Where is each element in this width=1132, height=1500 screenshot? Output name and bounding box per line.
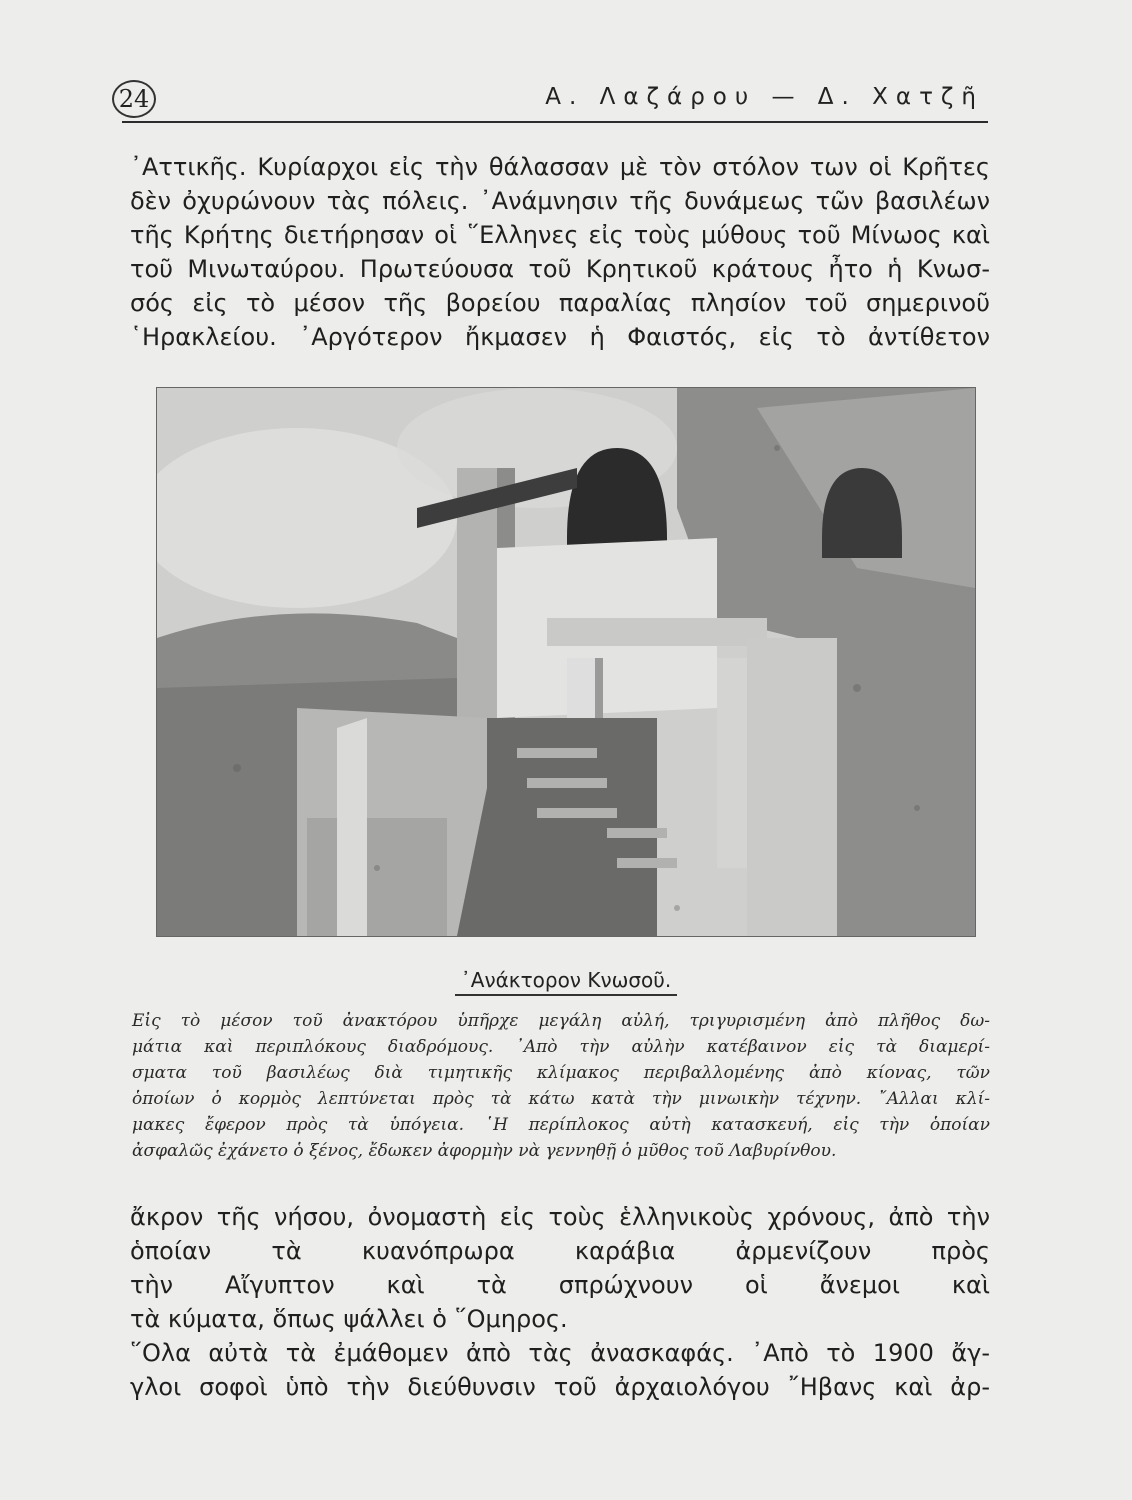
photo-illustration <box>157 388 975 936</box>
figure-caption-text: ᾿Ανάκτορον Κνωσοῦ. <box>455 968 677 996</box>
text-line: ῾Ηρακλείου. ᾿Αργότερον ἤκμασεν ἡ Φαιστός, εἰς τὸ ἀντίθετον <box>130 323 990 351</box>
figure-note <box>132 1008 990 1164</box>
text-line: τὰ κύματα, ὅπως ψάλλει ὁ ῞Ομηρος. <box>130 1305 568 1333</box>
text-line: τῆς Κρήτης διετήρησαν οἱ ῞Ελληνες εἰς τοὺς μύθους τοῦ Μίνωος καὶ <box>130 221 990 249</box>
text-line: τὴν Αἴγυπτον καὶ τὰ σπρώχνουν οἱ ἄνεμοι καὶ <box>130 1271 990 1299</box>
note-line: σματα τοῦ βασιλέως διὰ τιμητικῆς κλίμακος περιβαλλομένης ἀπὸ κίονας, τῶν <box>132 1063 990 1083</box>
text-line: τοῦ Μινωταύρου. Πρωτεύουσα τοῦ Κρητικοῦ κράτους ἦτο ἡ Κνωσ- <box>130 255 990 283</box>
text-line: γλοι σοφοὶ ὑπὸ τὴν διεύθυνσιν τοῦ ἀρχαιολόγου ῎Ηβανς καὶ ἀρ- <box>130 1373 990 1401</box>
text-line: ᾿Αττικῆς. Κυρίαρχοι εἰς τὴν θάλασσαν μὲ τὸν στόλον των οἱ Κρῆτες <box>130 153 990 181</box>
text-line: ῞Ολα αὐτὰ τὰ ἐμάθομεν ἀπὸ τὰς ἀνασκαφάς. ᾿Απὸ τὸ 1900 ἄγ- <box>130 1339 990 1367</box>
running-head: Α. Λαζάρου — Δ. Χατζῆ <box>545 84 984 110</box>
text-line: ἄκρον τῆς νήσου, ὀνομαστὴ εἰς τοὺς ἑλληνικοὺς χρόνους, ἀπὸ τὴν <box>130 1203 990 1231</box>
note-line: μάτια καὶ περιπλόκους διαδρόμους. ᾿Απὸ τὴν αὐλὴν κατέβαινον εἰς τὰ διαμερί- <box>132 1037 990 1057</box>
note-line: μακες ἔφερον πρὸς τὰ ὑπόγεια. ῾Η περίπλοκος αὐτὴ κατασκευή, εἰς τὴν ὁποίαν <box>132 1115 990 1135</box>
text-line: σός εἰς τὸ μέσον τῆς βορείου παραλίας πλησίον τοῦ σημερινοῦ <box>130 289 990 317</box>
body-text-top <box>130 150 990 354</box>
figure-caption <box>0 968 1132 996</box>
note-line: Εἰς τὸ μέσον τοῦ ἀνακτόρου ὑπῆρχε μεγάλη αὐλή, τριγυρισμένη ἀπὸ πλῆθος δω- <box>132 1011 990 1031</box>
text-line: ὁποίαν τὰ κυανόπρωρα καράβια ἀρμενίζουν πρὸς <box>130 1237 990 1265</box>
palace-photograph <box>156 387 976 937</box>
header-rule <box>122 121 988 123</box>
page-number: 24 <box>112 80 156 118</box>
text-line: δὲν ὀχυρώνουν τὰς πόλεις. ᾿Ανάμνησιν τῆς δυνάμεως τῶν βασιλέων <box>130 187 990 215</box>
note-line: ἀσφαλῶς ἐχάνετο ὁ ξένος, ἔδωκεν ἀφορμὴν νὰ γεννηθῇ ὁ μῦθος τοῦ Λαβυρίνθου. <box>132 1141 837 1161</box>
body-text-bottom <box>130 1200 990 1404</box>
note-line: ὁποίων ὁ κορμὸς λεπτύνεται πρὸς τὰ κάτω κατὰ τὴν μινωικὴν τέχνην. ῎Αλλαι κλί- <box>132 1089 990 1109</box>
